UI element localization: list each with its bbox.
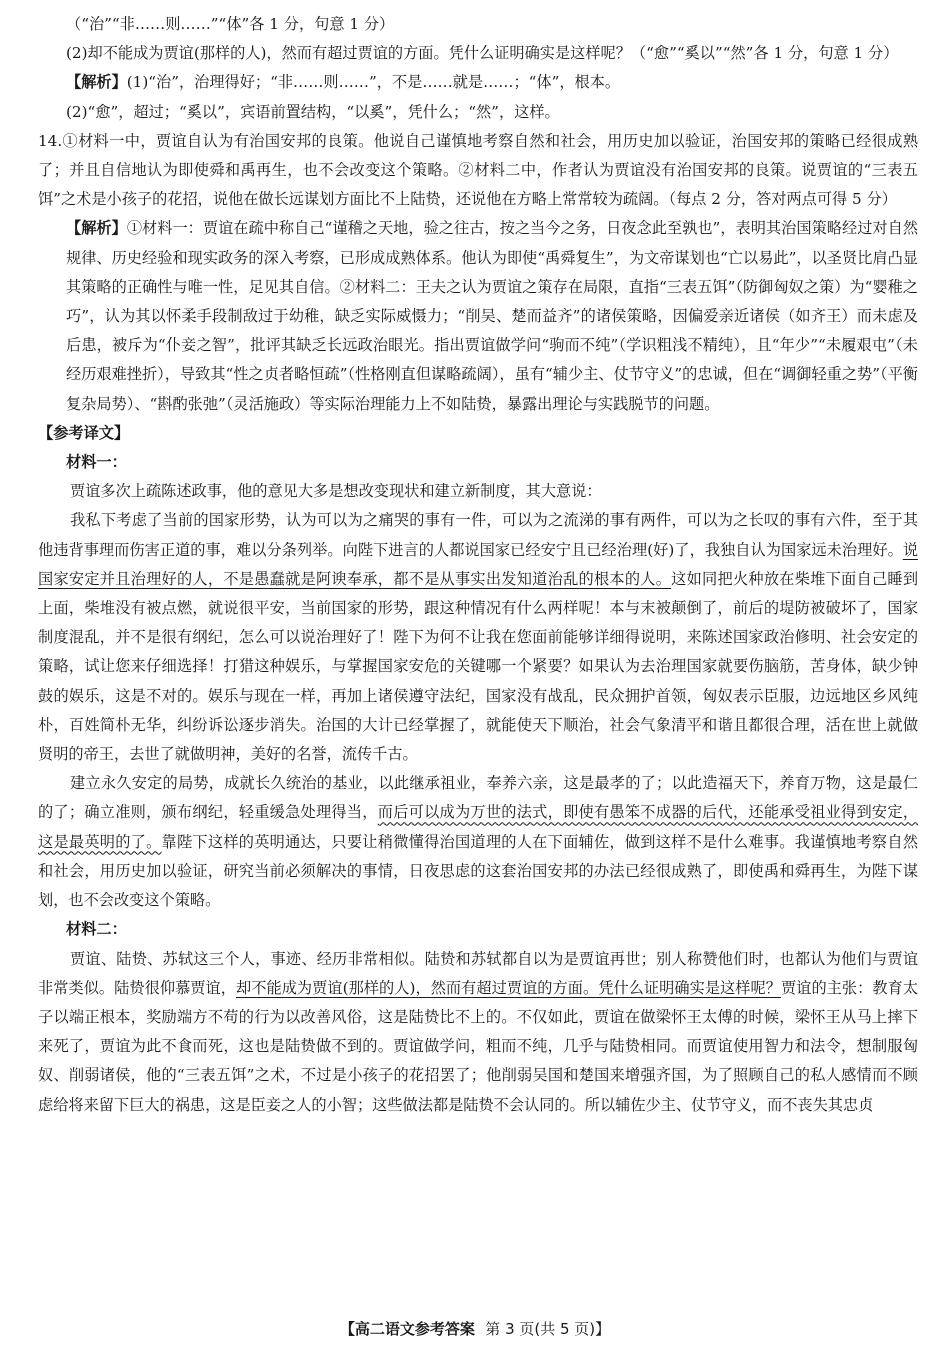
- paragraph-text: 贾谊的主张：教育太子以端正根本，奖励端方不苟的行为以改善风俗，这是陆贽比不上的。不仅如此，贾谊在做梁怀王太傅的时候，梁怀王从马上摔下来死了，贾谊为此不食而死，这也是陆贽做不到的。贾谊做学问，粗而不纯，几乎与陆贽相同。而贾谊使用智力和法令，想制服匈奴、削弱诸侯，他的“三表五饵”之术，不过是小孩子的花招罢了；他削弱吴国和楚国来增强齐国，为了照顾自己的私人感情而不顾虑给将来留下巨大的祸患，这是臣妾之人的小智；这些做法都是陆贽不会认同的。所以辅佐少主、仗节守义，而不丧失其忠贞: [38, 978, 919, 1114]
- wavy-underlined-sentence: 而后可以成为万世的法式，即使有愚笨不成器的后代，还能承受祖业得到安定，这是最英明的了。: [38, 803, 919, 851]
- analysis-label: 【解析】: [66, 73, 127, 92]
- translation-heading: 【参考译文】: [38, 423, 130, 442]
- analysis-label: 【解析】: [66, 219, 127, 238]
- paragraph-text: 我私下考虑了当前的国家形势，认为可以为之痛哭的事有一件，可以为之流涕的事有两件，可以为之长叹的事有六件，至于其他违背事理而伤害正道的事，难以分条列举。向陛下进言的人都说国家已经安宁且已经治理(好)了，我独自认为国家远未治理好。: [38, 511, 918, 559]
- paragraph-text: 贾谊、陆贽、苏轼这三个人，事迹、经历非常相似。陆贽和苏轼都自以为是贾谊再世；别人称赞他们时，也都认为他们与贾谊非常类似。陆贽很仰慕贾谊，: [38, 949, 918, 997]
- page-footer: [0, 1318, 950, 1339]
- document-page: [38, 10, 918, 1120]
- underlined-sentence: 说国家安定并且治理好的人，不是愚蠢就是阿谀奉承，都不是从事实出发知道治乱的根本的人。: [38, 540, 918, 588]
- analysis-13-1: (1)“治”，治理得好；“非……则……”，不是……就是……；“体”，根本。: [126, 73, 621, 92]
- material-2-heading: 材料二：: [66, 920, 127, 939]
- material-2-paragraph-1: [38, 945, 918, 1120]
- paragraph-text: 建立永久安定的局势，成就长久统治的基业，以此继承祖业，奉养六亲，这是最孝的了；以此造福天下，养育万物，这是最仁的了；确立准则，颁布纲纪，轻重缓急处理得当，: [38, 774, 918, 822]
- analysis-14: [38, 214, 918, 418]
- material-1-paragraph-2: [38, 506, 918, 769]
- analysis-13: [38, 68, 918, 97]
- question-number: 14.: [38, 131, 63, 150]
- material-1-heading: 材料一：: [66, 453, 127, 472]
- material-1-paragraph-1: 贾谊多次上疏陈述政事，他的意见大多是想改变现状和建立新制度，其大意说：: [70, 482, 602, 501]
- footer-title: 【高二语文参考答案: [339, 1320, 475, 1338]
- score-note-1: （“治”“非……则……”“体”各 1 分，句意 1 分）: [66, 15, 395, 33]
- question-14-answer: ①材料一中，贾谊自认为有治国安邦的良策。他说自己谨慎地考察自然和社会，用历史加以验证，治国安邦的策略已经很成熟了；并且自信地认为即使舜和禹再生，也不会改变这个策略。②材料二中，作者认为贾谊没有治国安邦的良策。说贾谊的“三表五饵”之术是小孩子的花招，说他在做长远谋划方面比不上陆贽，还说他在方略上常常较为疏阔。（每点 2 分，答对两点可得 5 分）: [38, 131, 918, 209]
- translation-answer-2: (2)却不能成为贾谊(那样的人)，然而有超过贾谊的方面。凭什么证明确实是这样呢？（“愈”“奚以”“然”各 1 分，句意 1 分）: [66, 44, 899, 63]
- question-14: [38, 127, 918, 215]
- analysis-14-text: ①材料一：贾谊在疏中称自己“谨稽之天地，验之往古，按之当今之务，日夜念此至孰也”，表明其治国策略经过对自然规律、历史经验和现实政务的深入考察，已形成成熟体系。他认为即使“禹舜复生”，为文帝谋划也“亡以易此”，以圣贤比肩凸显其策略的正确性与唯一性，足见其自信。②材料二：王夫之认为贾谊之策存在局限，直指“三表五饵”（防御匈奴之策）为“婴稚之巧”，认为其以怀柔手段制敌过于幼稚，缺乏实际威慑力；“削吴、楚而益齐”的诸侯策略，因偏爱亲近诸侯（如齐王）而未虑及后患，被斥为“仆妾之智”，批评其缺乏长远政治眼光。指出贾谊做学问“驹而不纯”（学识粗浅不精纯），且“年少”“未履艰屯”（未经历艰难挫折），导致其“性之贞者略恒疏”（性格刚直但谋略疏阔），虽有“辅少主、仗节守义”的忠诚，但在“调御轻重之势”（平衡复杂局势）、“斟酌张弛”（灵活施政）等实际治理能力上不如陆贽，暴露出理论与实践脱节的问题。: [66, 219, 919, 413]
- paragraph-text: 这如同把火种放在柴堆下面自己睡到上面，柴堆没有被点燃，就说很平安，当前国家的形势，跟这种情况有什么两样呢！本与末被颠倒了，前后的堤防被破坏了，国家制度混乱，并不是很有纲纪，怎么可以说治理好了！陛下为何不让我在您面前能够详细得说明，来陈述国家政治修明、社会安定的策略，试让您来仔细选择！打猎这种娱乐，与掌握国家安危的关键哪一个紧要？如果认为去治理国家就要伤脑筋，苦身体，缺少钟鼓的娱乐，这是不对的。娱乐与现在一样，再加上诸侯遵守法纪，国家没有战乱，民众拥护首领，匈奴表示臣服，边远地区乡风纯朴，百姓简朴无华，纠纷诉讼逐步消失。治国的大计已经掌握了，就能使天下顺治，社会气象清平和谐且都很合理，活在世上就做贤明的帝王，去世了就做明神，美好的名誉，流传千古。: [38, 569, 919, 764]
- analysis-13-2: (2)“愈”，超过；“奚以”，宾语前置结构，“以奚”，凭什么；“然”，这样。: [66, 102, 560, 121]
- paragraph-text: 靠陛下这样的英明通达，只要让稍微懂得治国道理的人在下面辅佐，做到这样不是什么难事。我谨慎地考察自然和社会，用历史加以验证，研究当前必须解决的事情，日夜思虑的这套治国安邦的办法已经很成熟了，即使禹和舜再生，为陛下谋划，也不会改变这个策略。: [38, 832, 919, 910]
- material-1-paragraph-3: [38, 769, 918, 915]
- underlined-sentence: 却不能成为贾谊(那样的人)，然而有超过贾谊的方面。凭什么证明确实是这样呢？: [236, 978, 781, 997]
- footer-page-number: 第 3 页(共 5 页)】: [485, 1320, 611, 1338]
